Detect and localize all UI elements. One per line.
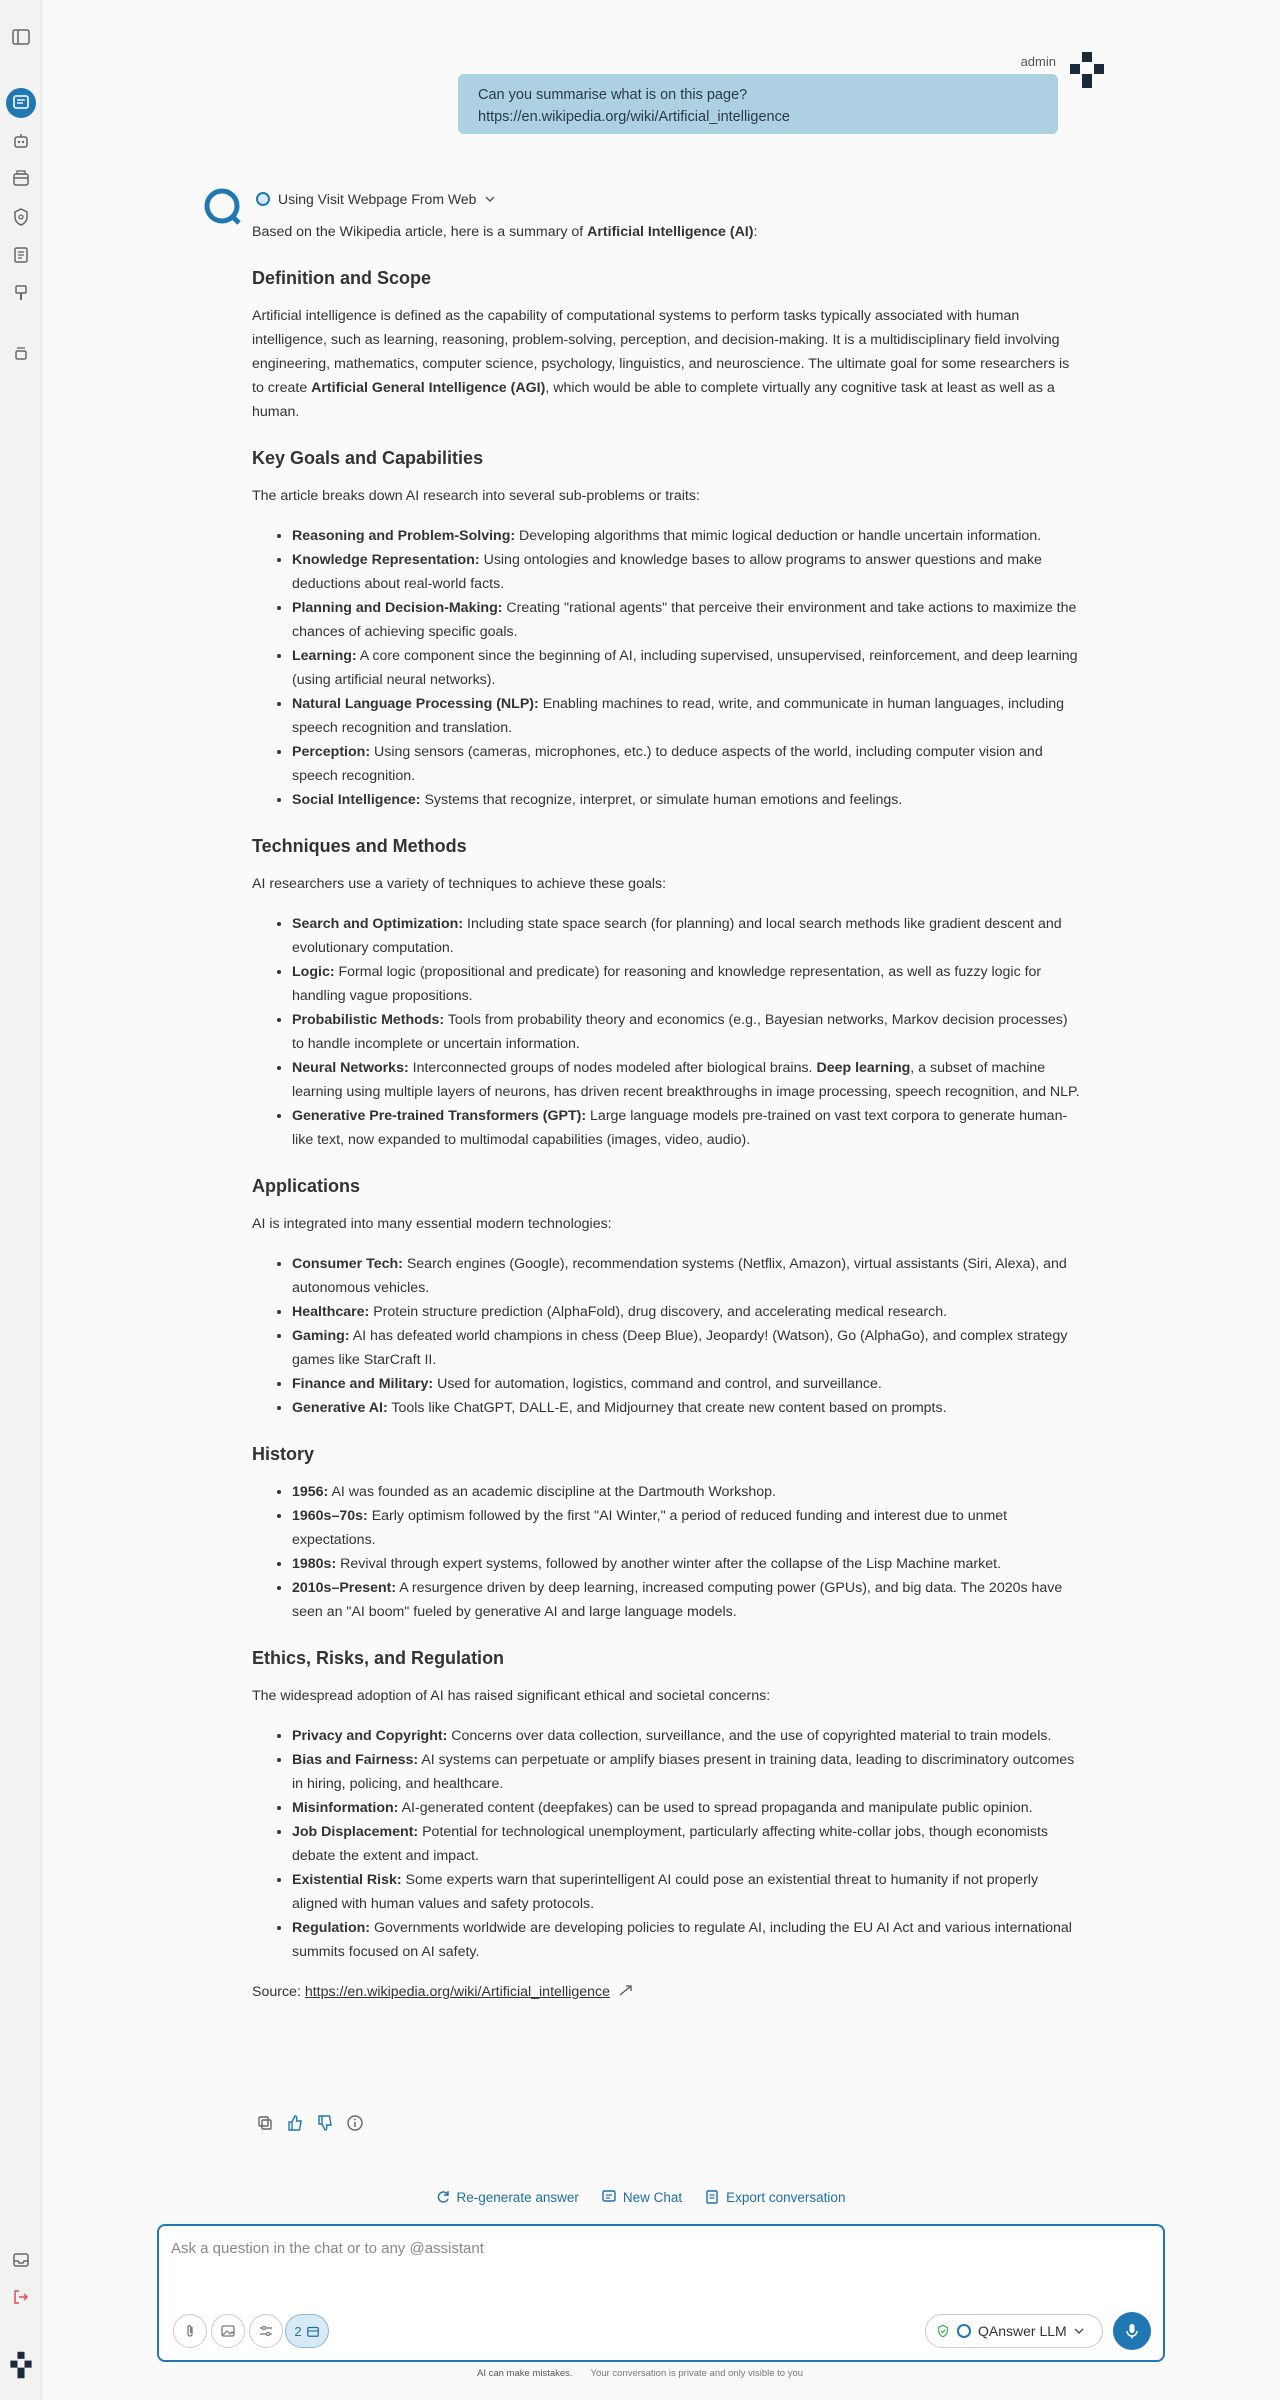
list-item: • Social Intelligence: Systems that recognize, interpret, or simulate human emotions and feelings. bbox=[292, 788, 1082, 812]
section-paragraph: AI is integrated into many essential modern technologies: bbox=[252, 1216, 612, 1232]
disclaimer bbox=[0, 2368, 1280, 2379]
user-message-url: https://en.wikipedia.org/wiki/Artificial_intelligence bbox=[478, 109, 790, 125]
paperclip-icon bbox=[182, 2323, 198, 2339]
source-link[interactable]: https://en.wikipedia.org/wiki/Artificial_intelligence bbox=[304, 1984, 611, 2000]
section-paragraph: The widespread adoption of AI has raised significant ethical and societal concerns: bbox=[252, 1688, 771, 1704]
list-item: • Planning and Decision-Making: Creating "rational agents" that perceive their environment and take actions to maximize the chances of achieving specific goals. bbox=[292, 596, 1082, 644]
list-item: • Perception: Using sensors (cameras, microphones, etc.) to deduce aspects of the world, including computer vision and speech recognition. bbox=[292, 740, 1082, 788]
list-item: • 1980s: Revival through expert systems, followed by another winter after the collapse of the Lisp Machine market. bbox=[292, 1552, 1082, 1576]
tool-usage-toggle[interactable] bbox=[256, 191, 496, 207]
refresh-icon bbox=[435, 2189, 451, 2205]
list-item: • 1960s–70s: Early optimism followed by the first "AI Winter," a period of reduced funding and interest due to unmet expectations. bbox=[292, 1504, 1082, 1552]
inbox-icon bbox=[11, 2250, 31, 2270]
copy-button[interactable] bbox=[256, 2114, 274, 2132]
settings-sliders-button[interactable] bbox=[249, 2314, 283, 2348]
sidebar-item-documents[interactable] bbox=[6, 240, 36, 270]
list-item: • Finance and Military: Used for automation, logistics, command and control, and surveillance. bbox=[292, 1372, 1082, 1396]
source-line: Source: https://en.wikipedia.org/wiki/Artificial_intelligence bbox=[252, 1980, 1082, 2004]
user-message-bubble bbox=[458, 74, 1058, 134]
chat-composer bbox=[157, 2224, 1165, 2362]
shield-check-icon bbox=[936, 2324, 950, 2338]
regenerate-button[interactable] bbox=[435, 2189, 579, 2205]
section-heading: Techniques and Methods bbox=[252, 836, 467, 856]
message-feedback-bar bbox=[256, 2114, 364, 2132]
model-name: QAnswer LLM bbox=[978, 2323, 1067, 2339]
robot-icon bbox=[11, 131, 31, 151]
list-item: • Generative AI: Tools like ChatGPT, DALL-E, and Midjourney that create new content based on prompts. bbox=[292, 1396, 1082, 1420]
user-message-line: Can you summarise what is on this page? bbox=[478, 87, 748, 103]
disclaimer-mistakes: AI can make mistakes. bbox=[476, 2368, 573, 2379]
logout-button[interactable] bbox=[6, 2282, 36, 2312]
dataset-count: 2 bbox=[294, 2323, 302, 2339]
section-paragraph: AI researchers use a variety of techniques to achieve these goals: bbox=[252, 876, 667, 892]
new-chat-button[interactable] bbox=[601, 2189, 682, 2205]
list-item: • Reasoning and Problem-Solving: Developing algorithms that mimic logical deduction or handle uncertain information. bbox=[292, 524, 1082, 548]
model-select[interactable] bbox=[925, 2314, 1103, 2348]
list-item: • Consumer Tech: Search engines (Google), recommendation systems (Netflix, Amazon), virtual assistants (Siri, Alexa), and autonomous vehicles. bbox=[292, 1252, 1082, 1300]
copy-icon bbox=[256, 2114, 274, 2132]
list-item: • Regulation: Governments worldwide are developing policies to regulate AI, including the EU AI Act and various international summits focused on AI safety. bbox=[292, 1916, 1082, 1964]
sidebar-toggle-icon bbox=[11, 27, 31, 47]
section-paragraph: Artificial intelligence is defined as the capability of computational systems to perform tasks typically associated with human intelligence, such as learning, reasoning, problem-solving, perception, and decision-making. It is a multidisciplinary field involving engineering, mathematics, computer science, psychology, linguistics, and neuroscience. The ultimate goal for some researchers is to create Artificial General Intelligence (AGI), which would be able to complete virtually any cognitive task at least as well as a human. bbox=[252, 308, 1070, 420]
avatar[interactable] bbox=[1066, 48, 1110, 92]
list-item: • Generative Pre-trained Transformers (GPT): Large language models pre-trained on vast text corpora to generate human-like text, now expanded to multimodal capabilities (images, video, audio). bbox=[292, 1104, 1082, 1152]
model-logo-icon bbox=[956, 2323, 972, 2339]
sidebar-item-security[interactable] bbox=[6, 202, 36, 232]
list-item: • Gaming: AI has defeated world champions in chess (Deep Blue), Jeopardy! (Watson), Go (AlphaGo), and complex strategy games like StarCraft II. bbox=[292, 1324, 1082, 1372]
export-button[interactable] bbox=[704, 2189, 845, 2205]
list-item: • Privacy and Copyright: Concerns over data collection, surveillance, and the use of copyrighted material to train models. bbox=[292, 1724, 1082, 1748]
user-name: admin bbox=[1020, 54, 1056, 69]
info-button[interactable] bbox=[346, 2114, 364, 2132]
conversation-actions bbox=[0, 2189, 1280, 2205]
list-item: • Bias and Fairness: AI systems can perpetuate or amplify biases present in training data, leading to discriminatory outcomes in hiring, policing, and healthcare. bbox=[292, 1748, 1082, 1796]
sidebar-item-assistants[interactable] bbox=[6, 126, 36, 156]
list-item: • Misinformation: AI-generated content (deepfakes) can be used to spread propaganda and manipulate public opinion. bbox=[292, 1796, 1082, 1820]
regenerate-label: Re-generate answer bbox=[456, 2189, 579, 2205]
section-heading: History bbox=[252, 1444, 315, 1464]
chat-icon bbox=[11, 93, 31, 113]
image-icon bbox=[220, 2323, 236, 2339]
section-heading: Applications bbox=[252, 1176, 361, 1196]
export-document-icon bbox=[704, 2189, 720, 2205]
list-item: • Neural Networks: Interconnected groups of nodes modeled after biological brains. Deep learning, a subset of machine learning using multiple layers of neurons, has driven recent breakthroughs in image processing, speech recognition, and NLP. bbox=[292, 1056, 1082, 1104]
bullet-list bbox=[292, 1480, 1082, 1624]
list-item: • Natural Language Processing (NLP): Enabling machines to read, write, and communicate in human languages, including speech recognition and translation. bbox=[292, 692, 1082, 740]
list-item: • Probabilistic Methods: Tools from probability theory and economics (e.g., Bayesian networks, Markov decision processes) to handle incomplete or uncertain information. bbox=[292, 1008, 1082, 1056]
thumbs-down-button[interactable] bbox=[316, 2114, 334, 2132]
toggle-sidebar-button[interactable] bbox=[6, 22, 36, 52]
section-heading: Ethics, Risks, and Regulation bbox=[252, 1648, 505, 1668]
shield-icon bbox=[11, 207, 31, 227]
voice-input-button[interactable] bbox=[1113, 2312, 1151, 2350]
chevron-down-icon bbox=[484, 193, 496, 205]
sidebar-item-chat[interactable] bbox=[6, 88, 36, 118]
database-icon bbox=[306, 2324, 320, 2338]
list-item: • Existential Risk: Some experts warn that superintelligent AI could pose an existential threat to humanity if not properly aligned with human values and safety protocols. bbox=[292, 1868, 1082, 1916]
section-heading: Key Goals and Capabilities bbox=[252, 448, 484, 468]
list-item: • Healthcare: Protein structure prediction (AlphaFold), drug discovery, and accelerating medical research. bbox=[292, 1300, 1082, 1324]
sidebar-item-datasets[interactable] bbox=[6, 164, 36, 194]
stack-icon bbox=[11, 343, 31, 363]
new-chat-icon bbox=[601, 2189, 617, 2205]
list-item: • Job Displacement: Potential for technological unemployment, particularly affecting white-collar jobs, though economists debate the extent and impact. bbox=[292, 1820, 1082, 1868]
sliders-icon bbox=[258, 2323, 274, 2339]
sidebar-item-branding[interactable] bbox=[6, 278, 36, 308]
sidebar bbox=[0, 0, 42, 2400]
bullet-list bbox=[292, 524, 1082, 812]
database-icon bbox=[11, 169, 31, 189]
thumbs-up-icon bbox=[286, 2114, 304, 2132]
web-globe-icon bbox=[256, 192, 270, 206]
thumbs-up-button[interactable] bbox=[286, 2114, 304, 2132]
microphone-icon bbox=[1123, 2322, 1141, 2340]
list-item: • 2010s–Present: A resurgence driven by deep learning, increased computing power (GPUs), and big data. The 2020s have seen an "AI boom" fueled by generative AI and large language models. bbox=[292, 1576, 1082, 1624]
logout-icon bbox=[11, 2287, 31, 2307]
assistant-answer bbox=[252, 220, 1082, 2020]
list-item: • Knowledge Representation: Using ontologies and knowledge bases to allow programs to answer questions and make deductions about real-world facts. bbox=[292, 548, 1082, 596]
list-item: • Logic: Formal logic (propositional and predicate) for reasoning and knowledge representation, as well as fuzzy logic for handling vague propositions. bbox=[292, 960, 1082, 1008]
list-item: • Search and Optimization: Including state space search (for planning) and local search methods like gradient descent and evolutionary computation. bbox=[292, 912, 1082, 960]
export-label: Export conversation bbox=[726, 2189, 846, 2205]
external-link-icon[interactable] bbox=[618, 1984, 634, 1996]
assistant-logo-icon bbox=[202, 186, 242, 226]
image-upload-button[interactable] bbox=[211, 2314, 245, 2348]
info-icon bbox=[346, 2114, 364, 2132]
tool-usage-label: Using Visit Webpage From Web bbox=[278, 191, 477, 207]
sidebar-item-inbox[interactable] bbox=[6, 2245, 36, 2275]
section-paragraph: The article breaks down AI research into several sub-problems or traits: bbox=[252, 488, 700, 504]
sidebar-item-archive[interactable] bbox=[6, 338, 36, 368]
disclaimer-privacy: Your conversation is private and only visible to you bbox=[590, 2368, 804, 2379]
paint-brush-icon bbox=[11, 283, 31, 303]
chat-input[interactable] bbox=[171, 2240, 1131, 2257]
document-icon bbox=[11, 245, 31, 265]
list-item: • 1956: AI was founded as an academic discipline at the Dartmouth Workshop. bbox=[292, 1480, 1082, 1504]
chevron-down-icon bbox=[1073, 2325, 1085, 2337]
answer-intro: Based on the Wikipedia article, here is a summary of Artificial Intelligence (AI): bbox=[252, 224, 758, 240]
new-chat-label: New Chat bbox=[622, 2189, 683, 2205]
list-item: • Learning: A core component since the beginning of AI, including supervised, unsupervised, reinforcement, and deep learning (using artificial neural networks). bbox=[292, 644, 1082, 692]
thumbs-down-icon bbox=[316, 2114, 334, 2132]
bullet-list bbox=[292, 1252, 1082, 1420]
bullet-list bbox=[292, 912, 1082, 1152]
selected-datasets-button[interactable] bbox=[285, 2314, 329, 2348]
bullet-list bbox=[292, 1724, 1082, 1964]
section-heading: Definition and Scope bbox=[252, 268, 432, 288]
attach-button[interactable] bbox=[173, 2314, 207, 2348]
